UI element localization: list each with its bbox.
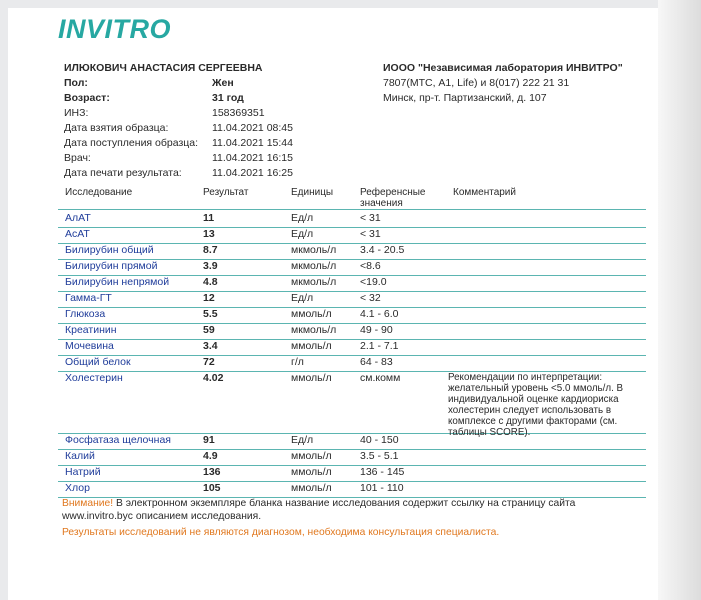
header-units: Единицы (291, 187, 334, 198)
row-test-name: Креатинин (65, 324, 117, 336)
table-row (58, 465, 646, 482)
row-reference: 3.5 - 5.1 (360, 450, 399, 462)
page-edge-shadow (658, 0, 701, 600)
row-reference: 2.1 - 7.1 (360, 340, 399, 352)
row-test-name: Фосфатаза щелочная (65, 434, 171, 446)
lab-name: ИООО "Независимая лаборатория ИНВИТРО" (383, 62, 623, 74)
print-date-value: 11.04.2021 16:25 (212, 167, 293, 179)
row-test-name: Общий белок (65, 356, 131, 368)
row-units: Ед/л (291, 228, 314, 240)
row-reference: см.комм (360, 372, 401, 384)
row-result: 4.9 (203, 450, 218, 462)
row-test-name: Билирубин общий (65, 244, 154, 256)
print-date-label: Дата печати результата: (64, 167, 182, 179)
row-units: ммоль/л (291, 308, 332, 320)
site-notice-line2: www.invitro.byс описанием исследования. (62, 511, 262, 522)
inz-value: 158369351 (212, 107, 265, 119)
row-result: 59 (203, 324, 215, 336)
sex-label: Пол: (64, 77, 88, 89)
row-reference: 4.1 - 6.0 (360, 308, 399, 320)
row-result: 105 (203, 482, 221, 494)
row-reference: <19.0 (360, 276, 387, 288)
table-row (58, 371, 646, 438)
sample-taken-label: Дата взятия образца: (64, 122, 169, 134)
row-result: 13 (203, 228, 215, 240)
row-test-name: Хлор (65, 482, 90, 494)
row-result: 4.8 (203, 276, 218, 288)
disclaimer: Результаты исследований не являются диагнозом, необходима консультация специалиста. (62, 527, 500, 538)
header-comment: Комментарий (453, 187, 516, 198)
header-reference-line2: значения (360, 198, 403, 209)
row-test-name: Калий (65, 450, 95, 462)
row-test-name: Глюкоза (65, 308, 106, 320)
row-reference: 49 - 90 (360, 324, 393, 336)
table-row (58, 291, 646, 308)
lab-phone: 7807(МТС, A1, Life) и 8(017) 222 21 31 (383, 77, 570, 89)
table-row (58, 275, 646, 292)
row-test-name: Билирубин прямой (65, 260, 158, 272)
row-units: ммоль/л (291, 482, 332, 494)
row-result: 72 (203, 356, 215, 368)
header-test: Исследование (65, 187, 133, 198)
row-result: 8.7 (203, 244, 218, 256)
table-row (58, 259, 646, 276)
table-row (58, 211, 646, 228)
site-notice-line1 (62, 497, 575, 510)
invitro-logo: INVITRO (58, 14, 172, 44)
header-result: Результат (203, 187, 249, 198)
age-label: Возраст: (64, 92, 110, 104)
row-test-name: Натрий (65, 466, 101, 478)
table-row (58, 227, 646, 244)
doctor-label: Врач: (64, 152, 91, 164)
row-result: 11 (203, 212, 215, 224)
row-test-name: Билирубин непрямой (65, 276, 170, 288)
row-result: 3.9 (203, 260, 218, 272)
row-comment: Рекомендации по интерпретации: желательный уровень <5.0 ммоль/л. В индивидуальной оценке кардиориска холестерин следует использовать в комплексе с другими факторами (см. таблицы SCORE). (448, 372, 624, 438)
row-test-name: АсАТ (65, 228, 90, 240)
table-top-rule (58, 209, 646, 210)
row-units: мкмоль/л (291, 276, 337, 288)
row-test-name: Гамма-ГТ (65, 292, 112, 304)
table-row (58, 307, 646, 324)
row-result: 3.4 (203, 340, 218, 352)
row-units: мкмоль/л (291, 324, 337, 336)
age-value: 31 год (212, 92, 244, 104)
row-result: 4.02 (203, 372, 224, 384)
row-test-name: АлАТ (65, 212, 91, 224)
sample-received-value: 11.04.2021 15:44 (212, 137, 293, 149)
lab-address: Минск, пр-т. Партизанский, д. 107 (383, 92, 547, 104)
row-result: 12 (203, 292, 215, 304)
row-units: Ед/л (291, 292, 314, 304)
row-test-name: Мочевина (65, 340, 114, 352)
row-reference: 40 - 150 (360, 434, 399, 446)
row-reference: < 31 (360, 212, 381, 224)
sample-received-label: Дата поступления образца: (64, 137, 199, 149)
row-reference: 101 - 110 (360, 482, 404, 494)
doctor-value: 11.04.2021 16:15 (212, 152, 293, 164)
row-reference: 136 - 145 (360, 466, 405, 478)
row-units: ммоль/л (291, 372, 332, 384)
notice-text: В электронном экземпляре бланка название исследования содержит ссылку на страницу сайта (113, 498, 576, 509)
header-reference-line1: Референсные (360, 187, 426, 198)
row-units: ммоль/л (291, 450, 332, 462)
header-reference (360, 187, 426, 209)
patient-name: ИЛЮКОВИЧ АНАСТАСИЯ СЕРГЕЕВНА (64, 62, 263, 74)
table-row (58, 481, 646, 498)
row-result: 136 (203, 466, 221, 478)
sample-taken-value: 11.04.2021 08:45 (212, 122, 293, 134)
row-units: мкмоль/л (291, 260, 337, 272)
row-units: ммоль/л (291, 340, 332, 352)
row-result: 5.5 (203, 308, 218, 320)
table-row (58, 355, 646, 372)
row-reference: < 31 (360, 228, 381, 240)
table-row (58, 323, 646, 340)
row-reference: <8.6 (360, 260, 381, 272)
row-result: 91 (203, 434, 215, 446)
warning-word: Внимание! (62, 498, 114, 509)
row-reference: 64 - 83 (360, 356, 393, 368)
row-units: ммоль/л (291, 466, 332, 478)
row-units: Ед/л (291, 434, 314, 446)
row-test-name: Холестерин (65, 372, 123, 384)
row-units: Ед/л (291, 212, 314, 224)
row-reference: < 32 (360, 292, 381, 304)
table-row (58, 449, 646, 466)
table-row (58, 243, 646, 260)
row-units: г/л (291, 356, 304, 368)
row-units: мкмоль/л (291, 244, 337, 256)
table-row (58, 433, 646, 450)
sex-value: Жен (212, 77, 234, 89)
inz-label: ИНЗ: (64, 107, 89, 119)
table-row (58, 339, 646, 356)
row-reference: 3.4 - 20.5 (360, 244, 405, 256)
